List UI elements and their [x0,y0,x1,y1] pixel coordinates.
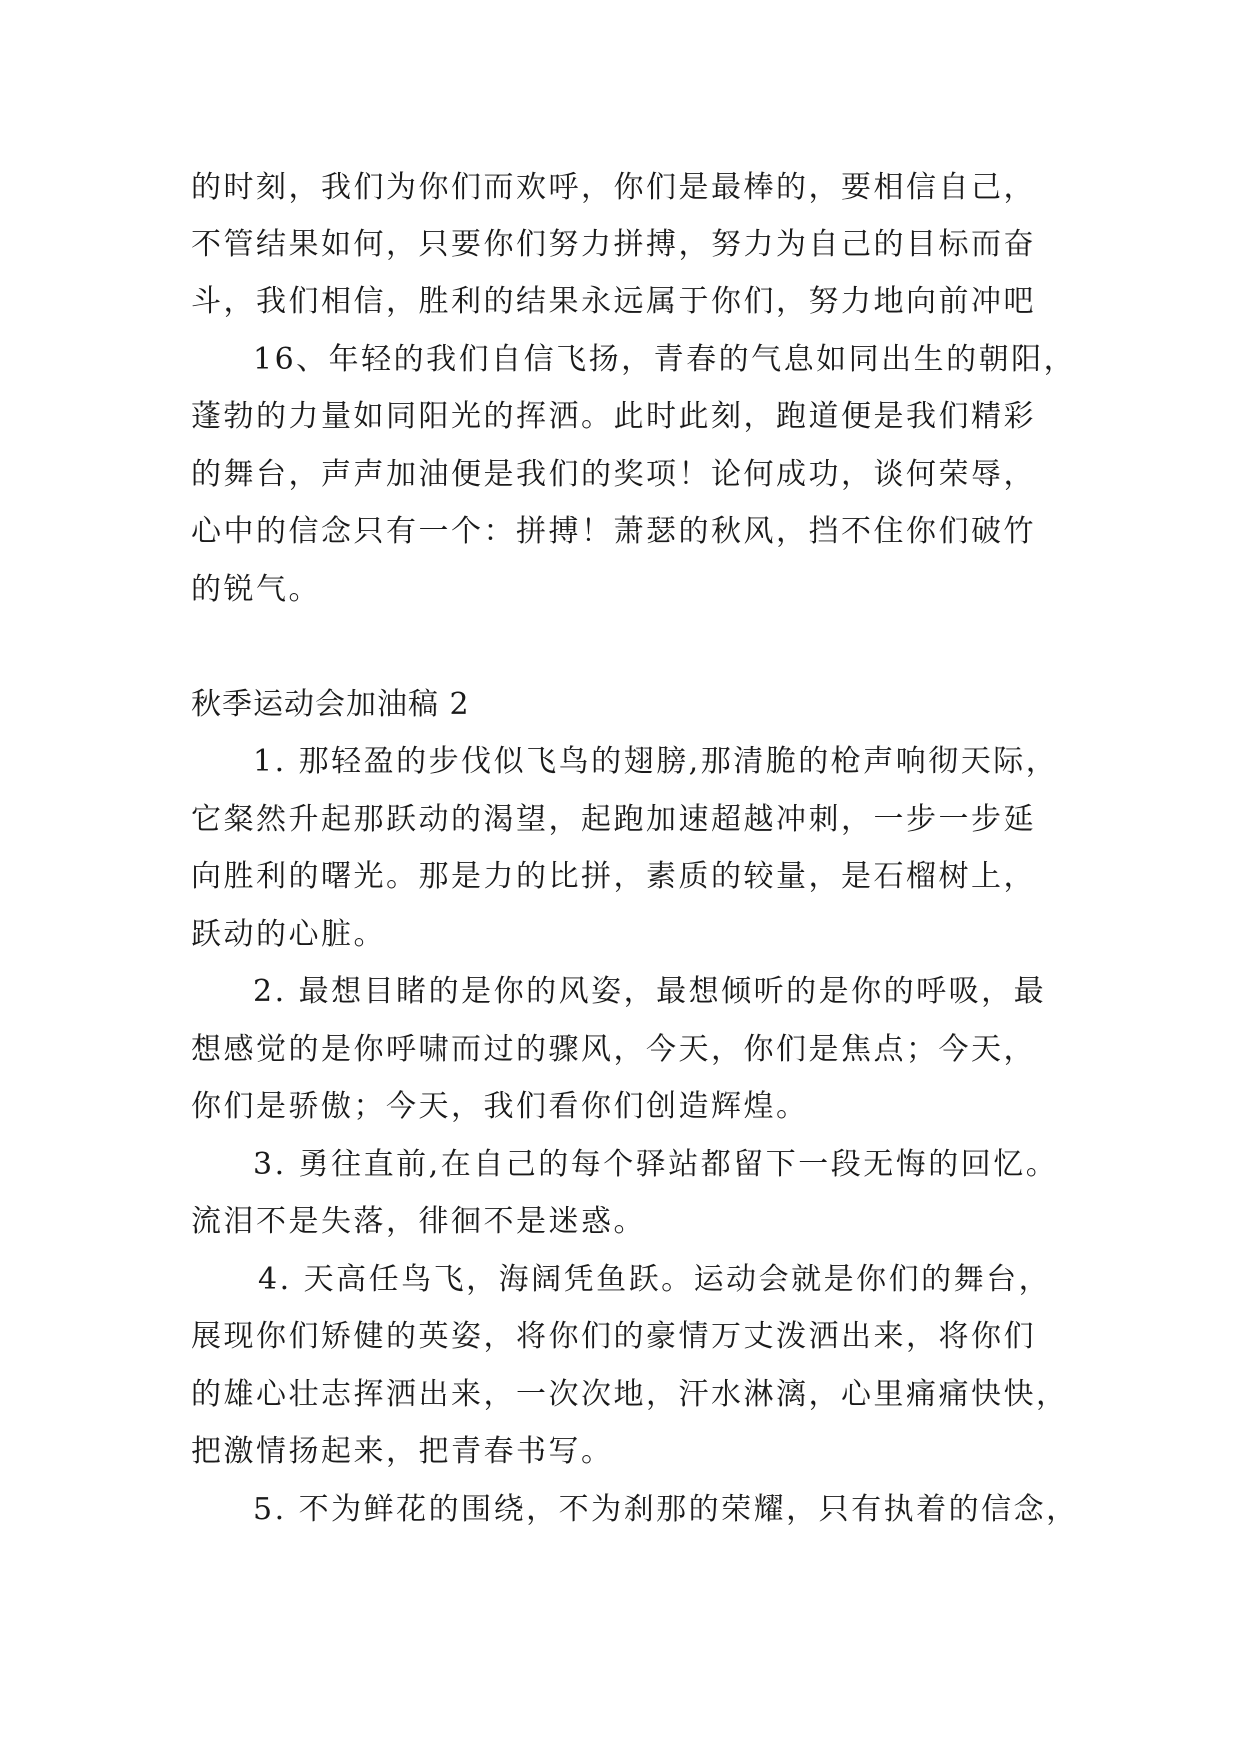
section-heading: 秋季运动会加油稿 2 [191,687,470,722]
text-line: 的舞台，声声加油便是我们的奖项！论何成功，谈何荣辱， [191,457,1036,492]
text-line: 跃动的心脏。 [191,917,386,952]
text-line: 5. 不为鲜花的围绕，不为刹那的荣耀，只有执着的信念， [253,1492,1079,1527]
text-line: 不管结果如何，只要你们努力拼搏，努力为自己的目标而奋 [191,227,1036,262]
text-line: 4. 天高任鸟飞，海阔凭鱼跃。运动会就是你们的舞台， [258,1262,1052,1297]
text-line: 你们是骄傲；今天，我们看你们创造辉煌。 [191,1089,809,1124]
text-line: 心中的信念只有一个：拼搏！萧瑟的秋风，挡不住你们破竹 [191,514,1036,549]
text-line: 想感觉的是你呼啸而过的骤风，今天，你们是焦点；今天， [191,1032,1036,1067]
text-line: 的时刻，我们为你们而欢呼，你们是最棒的，要相信自己， [191,170,1036,205]
text-line: 它粲然升起那跃动的渴望，起跑加速超越冲刺，一步一步延 [191,802,1036,837]
text-line: 3. 勇往直前,在自己的每个驿站都留下一段无悔的回忆。 [253,1147,1059,1182]
text-line: 流泪不是失落，徘徊不是迷惑。 [191,1204,646,1239]
text-line: 向胜利的曙光。那是力的比拼，素质的较量，是石榴树上， [191,859,1036,894]
text-line: 的锐气。 [191,572,321,607]
text-line: 16、年轻的我们自信飞扬，青春的气息如同出生的朝阳， [253,342,1077,377]
text-line: 展现你们矫健的英姿，将你们的豪情万丈泼洒出来，将你们 [191,1319,1036,1354]
text-line: 1. 那轻盈的步伐似飞鸟的翅膀,那清脆的枪声响彻天际， [253,744,1059,779]
text-line: 2. 最想目睹的是你的风姿，最想倾听的是你的呼吸，最 [253,974,1047,1009]
text-line: 把激情扬起来，把青春书写。 [191,1434,614,1469]
text-line: 蓬勃的力量如同阳光的挥洒。此时此刻，跑道便是我们精彩 [191,399,1036,434]
text-line: 的雄心壮志挥洒出来，一次次地，汗水淋漓，心里痛痛快快， [191,1377,1069,1412]
text-line: 斗，我们相信，胜利的结果永远属于你们，努力地向前冲吧 [191,284,1036,319]
